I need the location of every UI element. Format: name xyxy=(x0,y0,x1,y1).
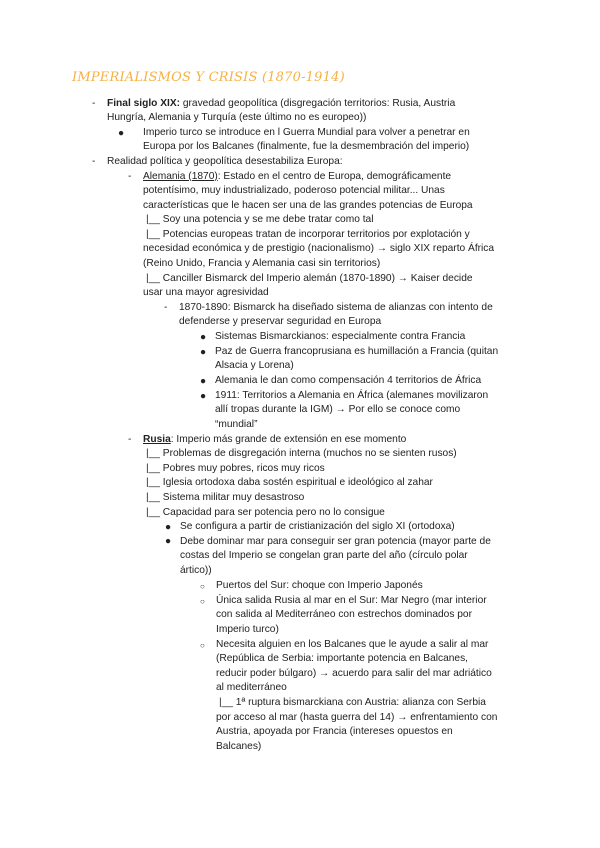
bullet-marker: ● xyxy=(165,536,172,547)
bullet-marker: ● xyxy=(200,332,207,343)
text-line: Debe dominar mar para conseguir ser gran potencia (mayor parte de xyxy=(180,536,491,547)
text-line: allí tropas durante la IGM) → Por ello se conoce como xyxy=(215,404,461,415)
text-line: Imperio turco se introduce en l Guerra Mundial para volver a penetrar en xyxy=(143,127,470,138)
text-line: usar una mayor agresividad xyxy=(143,287,269,298)
text-line: costas del Imperio se congelan gran parte del año (círculo polar xyxy=(180,550,468,561)
text-line: Necesita alguien en los Balcanes que le ayude a salir al mar xyxy=(216,639,489,650)
text-line: |__ Soy una potencia y se me debe tratar como tal xyxy=(146,214,374,225)
text-line: Única salida Rusia al mar en el Sur: Mar Negro (mar interior xyxy=(216,595,487,606)
bullet-marker: ● xyxy=(165,522,172,533)
dash-marker: - xyxy=(164,302,168,313)
text-line: ártico)) xyxy=(180,565,212,576)
dash-marker: - xyxy=(92,156,96,167)
circle-marker: ○ xyxy=(200,641,205,650)
text-line: Se configura a partir de cristianización del siglo XI (ortodoxa) xyxy=(180,521,455,532)
text-line: |__ 1ª ruptura bismarckiana con Austria: alianza con Serbia xyxy=(219,697,486,708)
text-line: Alemania (1870): Estado en el centro de Europa, demográficamente xyxy=(143,171,452,182)
text-line: Realidad política y geopolítica desestabiliza Europa: xyxy=(107,156,343,167)
text-line: reducir poder búlgaro) → acuerdo para salir del mar adriático xyxy=(216,668,492,679)
dash-marker: - xyxy=(128,434,132,445)
text-line: |__ Problemas de disgregación interna (muchos no se sienten rusos) xyxy=(146,448,457,459)
text-line: (Reino Unido, Francia y Alemania casi sin territorios) xyxy=(143,258,381,269)
text-line: necesidad económica y de prestigio (nacionalismo) → siglo XIX reparto África xyxy=(143,243,495,254)
text-line: defenderse y preservar seguridad en Europa xyxy=(179,316,382,327)
bullet-marker: ● xyxy=(200,347,207,358)
text-line: |__ Iglesia ortodoxa daba sostén espiritual e ideológico al zahar xyxy=(146,477,433,488)
circle-marker: ○ xyxy=(200,597,205,606)
text-line: Balcanes) xyxy=(216,741,262,752)
text-line: características que le hacen ser una de las grandes potencias de Europa xyxy=(143,200,473,211)
text-line: Rusia: Imperio más grande de extensión en ese momento xyxy=(143,434,407,445)
text-line: Puertos del Sur: choque con Imperio Japonés xyxy=(216,580,423,591)
text-line: Alemania le dan como compensación 4 territorios de África xyxy=(215,375,482,386)
text-line: |__ Sistema militar muy desastroso xyxy=(146,492,305,503)
text-line: Paz de Guerra francoprusiana es humillación a Francia (quitan xyxy=(215,346,499,357)
page-title: IMPERIALISMOS Y CRISIS (1870-1914) xyxy=(72,70,345,85)
text-line: 1870-1890: Bismarck ha diseñado sistema de alianzas con intento de xyxy=(179,302,493,313)
text-line: al mediterráneo xyxy=(216,682,287,693)
text-line: potentísimo, muy industrializado, poderoso potencial militar... Unas xyxy=(143,185,445,196)
bullet-marker: ● xyxy=(118,128,125,139)
text-line: |__ Pobres muy pobres, ricos muy ricos xyxy=(146,463,325,474)
text-line: Austria, apoyada por Francia (intereses opuestos en xyxy=(216,726,453,737)
text-line: |__ Capacidad para ser potencia pero no lo consigue xyxy=(146,507,385,518)
text-line: 1911: Territorios a Alemania en África (alemanes movilizaron xyxy=(215,390,489,401)
text-line: Europa por los Balcanes (finalmente, fue la desmembración del imperio) xyxy=(143,141,470,152)
text-line: Hungría, Alemania y Turquía (este último no es europeo)) xyxy=(107,112,367,123)
text-line: Sistemas Bismarckianos: especialmente contra Francia xyxy=(215,331,466,342)
text-line: Imperio turco) xyxy=(216,624,279,635)
text-line: |__ Canciller Bismarck del Imperio alemán (1870-1890) → Kaiser decide xyxy=(146,273,473,284)
dash-marker: - xyxy=(128,171,132,182)
text-line: por acceso al mar (hasta guerra del 14) → enfrentamiento con xyxy=(216,712,498,723)
bullet-marker: ● xyxy=(200,391,207,402)
dash-marker: - xyxy=(92,98,96,109)
text-line: con salida al Mediterráneo con estrechos dominados por xyxy=(216,609,472,620)
text-line: Final siglo XIX: gravedad geopolítica (disgregación territorios: Rusia, Austria xyxy=(107,98,456,109)
text-line: |__ Potencias europeas tratan de incorporar territorios por explotación y xyxy=(146,229,470,240)
bullet-marker: ● xyxy=(200,376,207,387)
text-line: (República de Serbia: importante potencia en Balcanes, xyxy=(216,653,469,664)
text-line: “mundial” xyxy=(215,419,258,430)
circle-marker: ○ xyxy=(200,582,205,591)
text-line: Alsacia y Lorena) xyxy=(215,360,294,371)
